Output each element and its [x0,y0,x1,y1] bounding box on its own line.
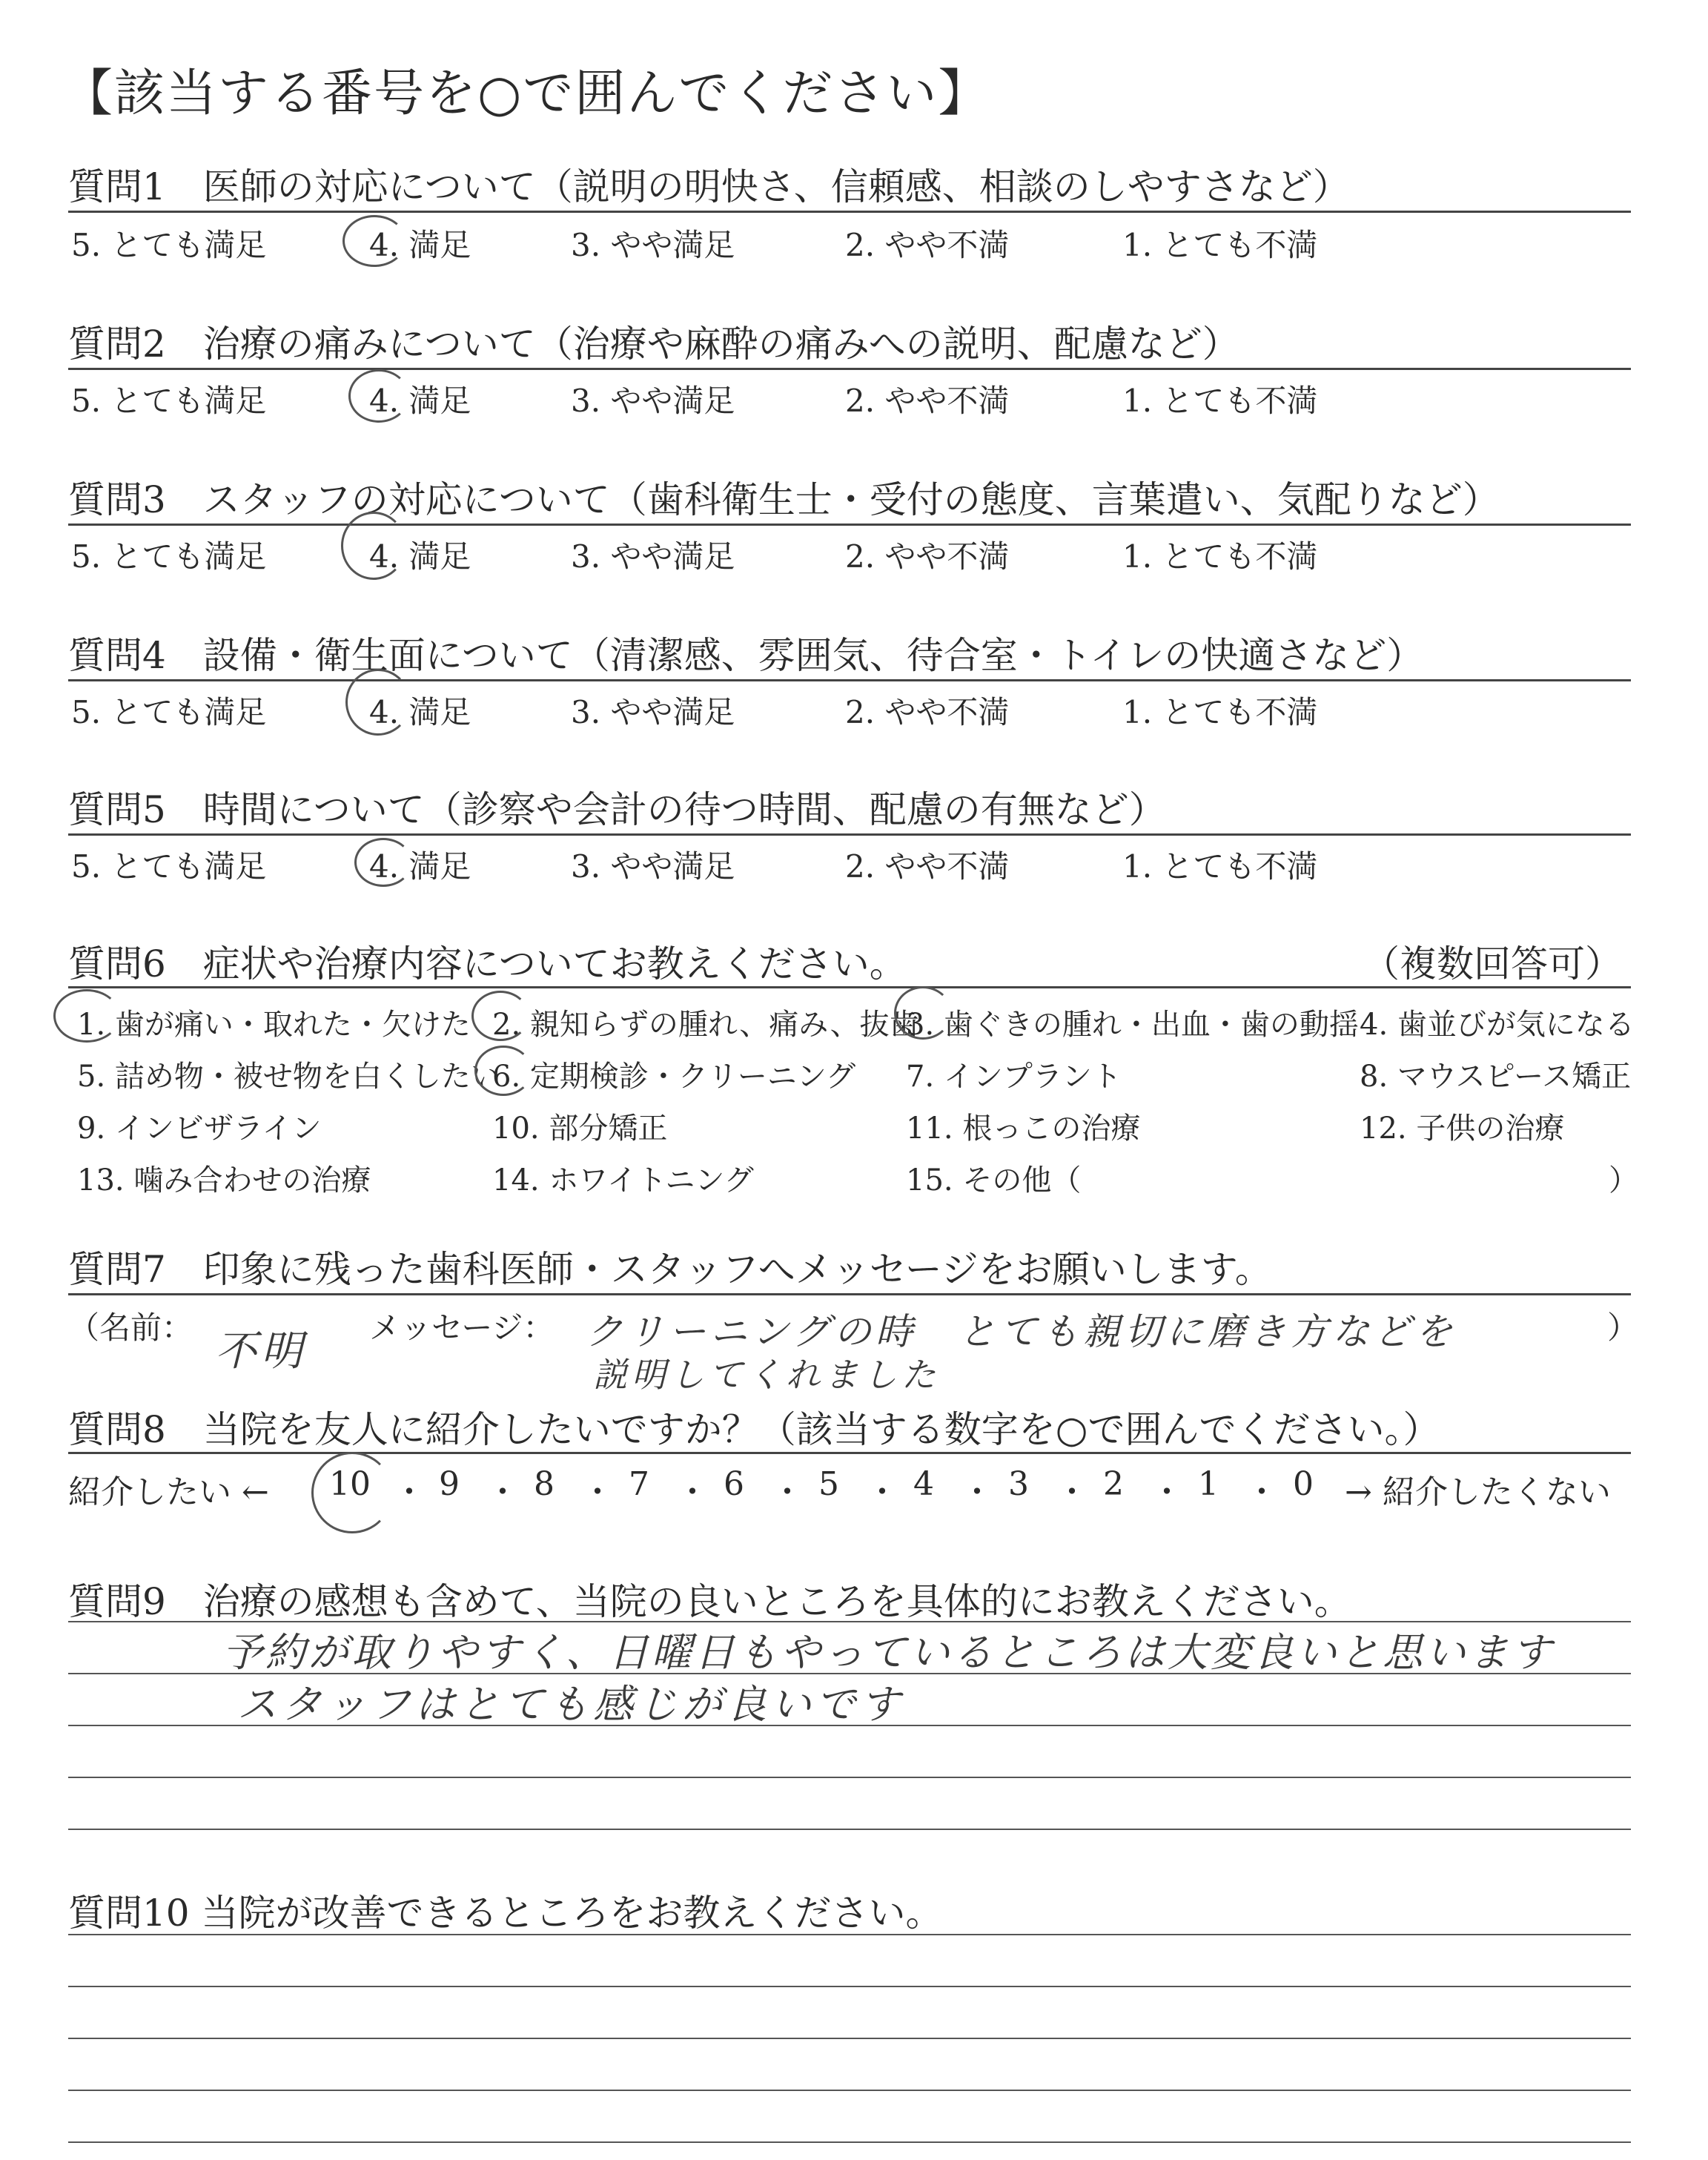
q5-selection-circle [354,838,412,887]
answer-line [68,1777,1631,1778]
divider [68,524,1631,526]
page-title: 【該当する番号を○で囲んでください】 [62,65,990,123]
q8-scale-2[interactable]: 2 [1103,1465,1124,1503]
q6-option-10[interactable]: 10. 部分矯正 [492,1112,668,1146]
q10-heading: 質問10 当院が改善できるところをお教えください。 [68,1892,943,1935]
answer-line [68,2141,1631,2143]
answer-line [68,2038,1631,2039]
q6-option-4[interactable]: 4. 歯並びが気になる [1360,1008,1635,1042]
q8-scale-dot: ・ [1056,1473,1088,1511]
q8-scale-dot: ・ [676,1473,709,1511]
q6-option-5[interactable]: 5. 詰め物・被せ物を白くしたい [77,1060,500,1094]
q3-option-2[interactable]: 2. やや不満 [845,538,1010,575]
q4-heading: 質問4 設備・衛生面について（清潔感、雰囲気、待合室・トイレの快適さなど） [68,634,1424,677]
q6-selection-circle-3 [894,986,952,1040]
q3-option-4[interactable]: 4. 満足 [369,538,471,575]
q8-selection-circle [311,1452,393,1533]
q8-scale-dot: ・ [581,1473,614,1511]
q8-scale-dot: ・ [866,1473,898,1511]
q8-scale-7[interactable]: 7 [629,1465,649,1503]
q7-message-line2: 説明してくれました [593,1355,940,1395]
q8-scale-4[interactable]: 4 [913,1465,934,1503]
q5-option-5[interactable]: 5. とても満足 [71,848,267,885]
divider [68,1293,1631,1295]
answer-line [68,1986,1631,1987]
q6-option-8[interactable]: 8. マウスピース矯正 [1360,1060,1632,1094]
answer-line [68,1829,1631,1830]
q5-option-3[interactable]: 3. やや満足 [571,848,735,885]
divider [68,833,1631,836]
q2-option-3[interactable]: 3. やや満足 [571,383,735,419]
q7-name-value: 不明 [215,1327,307,1375]
q2-option-4[interactable]: 4. 満足 [369,383,471,419]
divider [68,679,1631,681]
q8-right-label: → 紹介したくない [1345,1473,1611,1511]
q8-scale-dot: ・ [486,1473,519,1511]
q7-close-paren: ） [1607,1309,1639,1346]
q5-option-1[interactable]: 1. とても不満 [1122,848,1318,885]
q8-scale-dot: ・ [771,1473,804,1511]
q8-scale-dot: ・ [1151,1473,1183,1511]
q8-scale-5[interactable]: 5 [818,1465,839,1503]
q8-heading: 質問8 当院を友人に紹介したいですか？（該当する数字を○で囲んでください。） [68,1408,1440,1451]
q6-option-13[interactable]: 13. 噛み合わせの治療 [77,1163,371,1198]
q8-scale-0[interactable]: 0 [1293,1465,1314,1503]
q2-selection-circle [348,369,409,423]
q6-option-11[interactable]: 11. 根っこの治療 [906,1112,1141,1146]
q9-answer-line1: 予約が取りやすく、日曜日もやっているところは大変良いと思います [222,1629,1555,1676]
q6-selection-circle-2 [471,991,529,1041]
q7-message-line1: クリーニングの時 とても親切に磨き方などを [586,1310,1457,1353]
q2-option-5[interactable]: 5. とても満足 [71,383,267,419]
q8-scale-8[interactable]: 8 [534,1465,555,1503]
q4-option-3[interactable]: 3. やや満足 [571,694,735,730]
answer-line [68,2090,1631,2091]
q8-scale-1[interactable]: 1 [1198,1465,1219,1503]
q5-heading: 質問5 時間について（診察や会計の待つ時間、配慮の有無など） [68,788,1166,831]
q8-scale-dot: ・ [1245,1473,1278,1511]
q2-option-1[interactable]: 1. とても不満 [1122,383,1318,419]
q1-option-4[interactable]: 4. 満足 [369,227,471,263]
q7-heading: 質問7 印象に残った歯科医師・スタッフへメッセージをお願いします。 [68,1248,1272,1291]
answer-line [68,1934,1631,1935]
q6-option-3[interactable]: 3. 歯ぐきの腫れ・出血・歯の動揺 [906,1008,1359,1042]
q8-scale-10[interactable]: 10 [329,1465,371,1503]
q2-heading: 質問2 治療の痛みについて（治療や麻酔の痛みへの説明、配慮など） [68,323,1239,366]
q6-option-2[interactable]: 2. 親知らずの腫れ、痛み、抜歯 [492,1008,919,1042]
q9-answer-line2: スタッフはとても感じが良いです [237,1681,904,1728]
q6-selection-circle-1 [53,989,120,1043]
q6-option-15-close: ） [1609,1163,1638,1198]
q1-heading: 質問1 医師の対応について（説明の明快さ、信頼感、相談のしやすさなど） [68,165,1350,208]
q8-scale-9[interactable]: 9 [439,1465,460,1503]
q4-selection-circle [345,669,411,736]
divider [68,211,1631,213]
q7-name-label: （名前： [68,1309,193,1346]
q1-option-5[interactable]: 5. とても満足 [71,227,267,263]
divider [68,986,1631,988]
q6-option-7[interactable]: 7. インプラント [906,1060,1122,1094]
q1-option-3[interactable]: 3. やや満足 [571,227,735,263]
q8-scale-3[interactable]: 3 [1008,1465,1029,1503]
q6-selection-circle-6 [474,1046,532,1096]
q5-option-4[interactable]: 4. 満足 [369,848,471,885]
divider [68,1452,1631,1454]
q8-scale-6[interactable]: 6 [724,1465,744,1503]
q3-option-1[interactable]: 1. とても不満 [1122,538,1318,575]
q3-option-3[interactable]: 3. やや満足 [571,538,735,575]
q1-option-2[interactable]: 2. やや不満 [845,227,1010,263]
q8-scale-dot: ・ [961,1473,993,1511]
q6-option-15[interactable]: 15. その他（ [906,1163,1082,1198]
q9-heading: 質問9 治療の感想も含めて、当院の良いところを具体的にお教えください。 [68,1580,1351,1623]
q6-option-12[interactable]: 12. 子供の治療 [1360,1112,1565,1146]
q7-message-label: メッセージ： [369,1309,555,1346]
q4-option-5[interactable]: 5. とても満足 [71,694,267,730]
q6-option-6[interactable]: 6. 定期検診・クリーニング [492,1060,856,1094]
q6-option-14[interactable]: 14. ホワイトニング [492,1163,754,1198]
q1-selection-circle [342,215,406,267]
q6-option-9[interactable]: 9. インビザライン [77,1112,322,1146]
q4-option-4[interactable]: 4. 満足 [369,694,471,730]
q8-left-label: 紹介したい ← [68,1473,269,1511]
q3-heading: 質問3 スタッフの対応について（歯科衛生士・受付の態度、言葉遣い、気配りなど） [68,478,1500,521]
q3-selection-circle [341,512,406,580]
q6-heading: 質問6 症状や治療内容についてお教えください。 [68,942,907,985]
q5-option-2[interactable]: 2. やや不満 [845,848,1010,885]
q4-option-1[interactable]: 1. とても不満 [1122,694,1318,730]
q4-option-2[interactable]: 2. やや不満 [845,694,1010,730]
q6-option-1[interactable]: 1. 歯が痛い・取れた・欠けた [77,1008,471,1042]
q1-option-1[interactable]: 1. とても不満 [1122,227,1318,263]
q3-option-5[interactable]: 5. とても満足 [71,538,267,575]
divider [68,368,1631,370]
q8-scale-dot: ・ [393,1473,426,1511]
q2-option-2[interactable]: 2. やや不満 [845,383,1010,419]
q6-note: （複数回答可） [1363,942,1622,985]
